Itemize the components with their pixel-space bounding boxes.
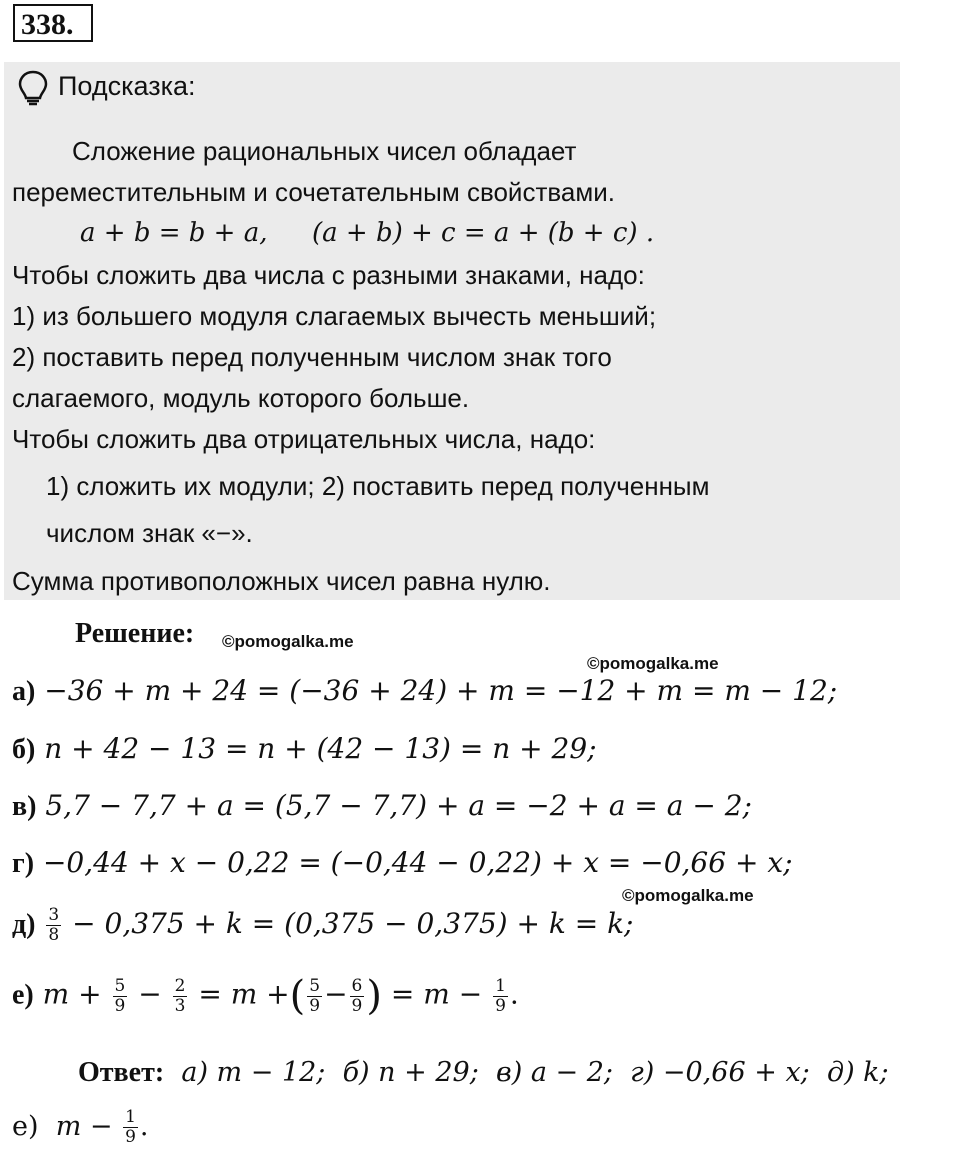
fraction: $\frac{6}{9}$ bbox=[351, 975, 363, 1016]
hint-line: Чтобы сложить два отрицательных числа, надо: bbox=[12, 424, 596, 454]
task-number: 338. bbox=[13, 4, 93, 42]
hint-line: 1) из большего модуля слагаемых вычесть меньший; bbox=[12, 301, 657, 331]
fraction: $\frac{5}{9}$ bbox=[114, 975, 126, 1016]
solution-item-e: д) $\frac{3}{8}$ − 0,375 + k = (0,375 − 0,375) + k = k; bbox=[12, 905, 634, 945]
answer-line-e: е) m − $\frac{1}{9}$ . bbox=[12, 1107, 149, 1147]
solution-item-d: г) −0,44 + x − 0,22 = (−0,44 − 0,22) + x = −0,66 + x; bbox=[12, 846, 793, 879]
fraction: $\frac{2}{3}$ bbox=[174, 975, 186, 1016]
hint-line: 1) сложить их модули; 2) поставить перед полученным bbox=[46, 471, 710, 501]
hint-line: переместительным и сочетательным свойствами. bbox=[12, 177, 615, 207]
fraction: $\frac{5}{9}$ bbox=[309, 975, 321, 1016]
hint-line: Сумма противоположных чисел равна нулю. bbox=[12, 566, 551, 596]
fraction: $\frac{1}{9}$ bbox=[495, 975, 506, 1016]
answer-line: Ответ: а) m − 12; б) n + 29; в) a − 2; г) −0,66 + x; д) k; bbox=[78, 1057, 889, 1088]
hint-line: Чтобы сложить два числа с разными знаками, надо: bbox=[12, 260, 645, 290]
hint-line: 2) поставить перед полученным числом знак того bbox=[12, 342, 612, 372]
hint-line: Сложение рациональных чисел обладает bbox=[72, 136, 577, 166]
solution-item-f: е) m + $\frac{5}{9}$ − $\frac{2}{3}$ = m +( $\frac{5}{9}$ − $\frac{6}{9}$ ) = m − $\frac{1}{9}$ . bbox=[12, 973, 519, 1019]
formula-associative: (a + b) + c = a + (b + c) . bbox=[312, 218, 655, 248]
hint-line: числом знак «−». bbox=[46, 518, 253, 548]
solution-item-c: в) 5,7 − 7,7 + a = (5,7 − 7,7) + a = −2 + a = a − 2; bbox=[12, 789, 752, 822]
solution-heading: Решение: bbox=[75, 618, 195, 649]
hint-title: Подсказка: bbox=[58, 71, 196, 101]
formula-commutative: a + b = b + a, bbox=[80, 218, 268, 248]
fraction: $\frac{3}{8}$ bbox=[48, 905, 60, 945]
hint-line: слагаемого, модуль которого больше. bbox=[12, 383, 470, 413]
watermark: ©pomogalka.me bbox=[222, 632, 354, 651]
solution-item-a: а) −36 + m + 24 = (−36 + 24) + m = −12 + m = m − 12; bbox=[12, 674, 838, 707]
watermark: ©pomogalka.me bbox=[587, 654, 719, 673]
watermark: ©pomogalka.me bbox=[622, 886, 754, 905]
fraction: $\frac{1}{9}$ bbox=[125, 1107, 136, 1147]
solution-item-b: б) n + 42 − 13 = n + (42 − 13) = n + 29; bbox=[12, 732, 597, 765]
lightbulb-icon bbox=[17, 70, 49, 106]
